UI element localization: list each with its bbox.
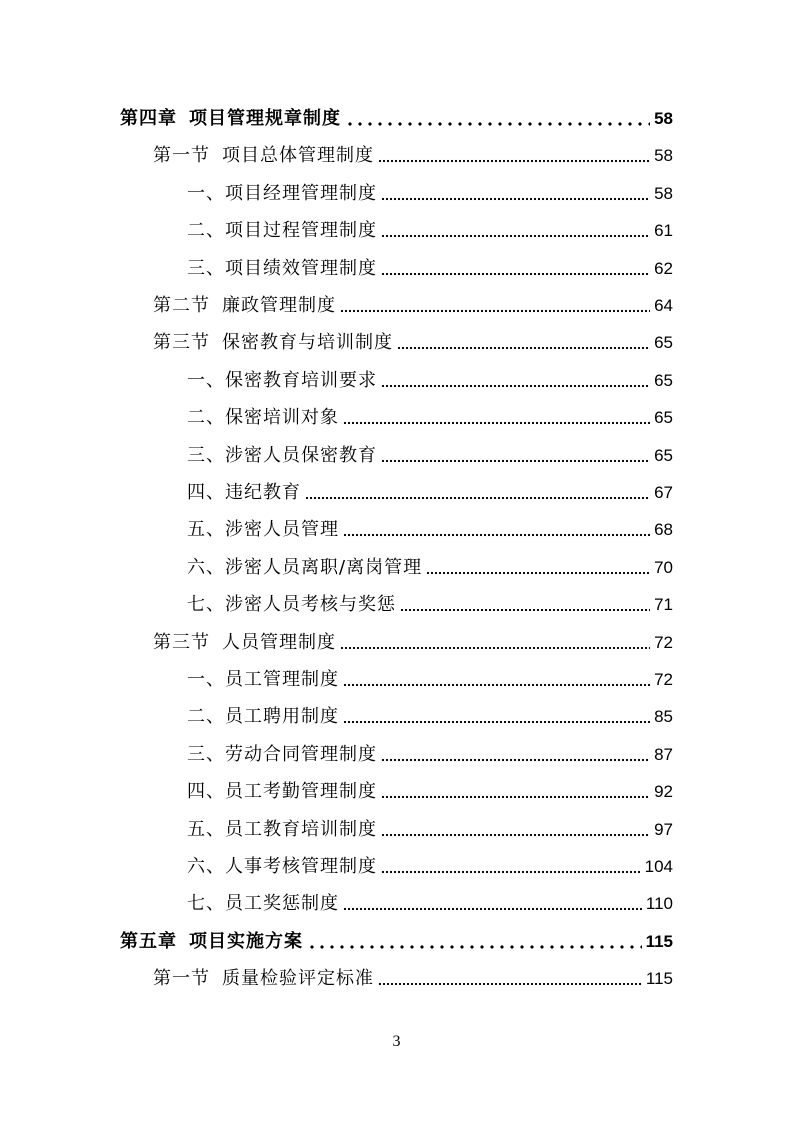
- toc-entry-title: 项目总体管理制度: [222, 145, 374, 167]
- toc-subsection-entry[interactable]: [187, 474, 673, 504]
- toc-entry-page: 104: [644, 857, 673, 876]
- toc-entry-title: 项目实施方案: [189, 930, 303, 952]
- toc-dot-leader: [381, 758, 650, 762]
- toc-entry-title: 二、项目过程管理制度: [187, 220, 377, 242]
- toc-section-entry[interactable]: [153, 287, 673, 317]
- toc-chapter-entry[interactable]: [120, 100, 673, 130]
- toc-dot-leader: [381, 197, 650, 201]
- toc-subsection-entry[interactable]: [187, 773, 673, 803]
- toc-entry-number: 第三节: [153, 631, 210, 653]
- toc-entry-page: 92: [654, 782, 673, 802]
- toc-entry-title: 二、保密培训对象: [187, 407, 339, 429]
- toc-entry-page: 65: [654, 408, 673, 428]
- toc-dot-leader: [343, 720, 650, 724]
- toc-subsection-entry[interactable]: [187, 736, 673, 766]
- toc-dot-leader: [400, 608, 650, 612]
- toc-dot-leader: [343, 533, 650, 537]
- toc-subsection-entry[interactable]: [187, 811, 673, 841]
- toc-dot-leader: [378, 982, 642, 986]
- toc-chapter-entry[interactable]: [120, 923, 673, 953]
- toc-entry-title: 保密教育与培训制度: [222, 332, 393, 354]
- toc-entry-page: 110: [645, 894, 673, 914]
- toc-entry-page: 87: [654, 744, 673, 764]
- toc-entry-page: 58: [654, 183, 673, 203]
- toc-entry-title: 四、员工考勤管理制度: [187, 781, 377, 803]
- toc-section-entry[interactable]: [153, 960, 673, 990]
- toc-subsection-entry[interactable]: [187, 175, 673, 205]
- toc-dot-leader: [381, 870, 641, 874]
- toc-entry-page: 58: [654, 109, 673, 128]
- toc-entry-page: 65: [654, 370, 673, 390]
- toc-entry-title: 五、涉密人员管理: [187, 519, 339, 541]
- toc-subsection-entry[interactable]: [187, 661, 673, 691]
- toc-dot-leader: [397, 346, 650, 350]
- toc-entry-page: 65: [654, 333, 673, 353]
- toc-entry-title: 项目管理规章制度: [189, 108, 341, 129]
- toc-entry-page: 97: [654, 819, 673, 839]
- toc-dot-leader: [343, 683, 650, 687]
- toc-entry-page: 71: [654, 595, 673, 615]
- toc-entry-title: 二、员工聘用制度: [187, 706, 339, 728]
- toc-entry-title: 三、劳动合同管理制度: [187, 743, 377, 765]
- toc-dot-leader: [381, 833, 650, 837]
- toc-subsection-entry[interactable]: [187, 362, 673, 392]
- toc-entry-title: 六、人事考核管理制度: [187, 856, 377, 877]
- toc-entry-page: 67: [654, 483, 673, 502]
- toc-entry-number: 第三节: [153, 332, 210, 354]
- toc-subsection-entry[interactable]: [187, 848, 673, 878]
- toc-entry-title: 一、保密教育培训要求: [187, 369, 377, 391]
- toc-entry-title: 五、员工教育培训制度: [187, 818, 377, 840]
- toc-subsection-entry[interactable]: [187, 549, 673, 579]
- toc-entry-page: 70: [654, 557, 673, 577]
- toc-entry-title: 三、涉密人员保密教育: [187, 444, 377, 466]
- toc-entry-page: 68: [654, 520, 673, 540]
- toc-section-entry[interactable]: [153, 324, 673, 354]
- toc-dot-leader: [345, 122, 650, 126]
- toc-subsection-entry[interactable]: [187, 437, 673, 467]
- page-number: 3: [392, 1033, 401, 1050]
- toc-dot-leader: [381, 459, 650, 463]
- toc-dot-leader: [343, 421, 650, 425]
- toc-entry-title: 质量检验评定标准: [222, 968, 374, 990]
- toc-subsection-entry[interactable]: [187, 212, 673, 242]
- toc-entry-number: 第二节: [153, 295, 210, 316]
- toc-section-entry[interactable]: [153, 624, 673, 654]
- toc-dot-leader: [307, 945, 642, 949]
- toc-subsection-entry[interactable]: [187, 399, 673, 429]
- toc-entry-page: 72: [654, 632, 673, 652]
- toc-entry-page: 65: [654, 445, 673, 465]
- toc-entry-title: 六、涉密人员离职/离岗管理: [187, 556, 423, 578]
- toc-entry-page: 58: [654, 146, 673, 166]
- toc-entry-title: 一、项目经理管理制度: [187, 182, 377, 204]
- toc-subsection-entry[interactable]: [187, 511, 673, 541]
- toc-entry-number: 第五章: [120, 930, 177, 952]
- toc-entry-page: 64: [654, 296, 673, 315]
- toc-dot-leader: [426, 571, 650, 575]
- toc-entry-page: 115: [645, 931, 673, 951]
- toc-dot-leader: [381, 234, 650, 238]
- toc-entry-title: 人员管理制度: [222, 631, 336, 653]
- toc-dot-leader: [381, 384, 650, 388]
- toc-section-entry[interactable]: [153, 137, 673, 167]
- toc-dot-leader: [340, 646, 650, 650]
- toc-entry-title: 四、违纪教育: [187, 482, 301, 503]
- toc-subsection-entry[interactable]: [187, 885, 673, 915]
- toc-entry-page: 72: [654, 670, 673, 689]
- toc-dot-leader: [305, 496, 650, 500]
- toc-entry-title: 七、员工奖惩制度: [187, 893, 339, 915]
- toc-dot-leader: [343, 907, 642, 911]
- toc-entry-page: 85: [654, 707, 673, 727]
- toc-subsection-entry[interactable]: [187, 698, 673, 728]
- toc-entry-number: 第一节: [153, 145, 210, 167]
- toc-entry-title: 七、涉密人员考核与奖惩: [187, 594, 396, 616]
- toc-entry-page: 61: [654, 221, 673, 241]
- toc-dot-leader: [381, 795, 650, 799]
- toc-subsection-entry[interactable]: [187, 250, 673, 280]
- toc-dot-leader: [340, 309, 650, 313]
- toc-dot-leader: [378, 159, 650, 163]
- toc-entry-number: 第四章: [120, 108, 177, 129]
- toc-entry-title: 三、项目绩效管理制度: [187, 257, 377, 279]
- toc-entry-page: 115: [645, 969, 673, 989]
- toc-entry-page: 62: [654, 258, 673, 278]
- toc-dot-leader: [381, 272, 650, 276]
- toc-entry-title: 一、员工管理制度: [187, 669, 339, 690]
- toc-entry-title: 廉政管理制度: [222, 295, 336, 316]
- toc-entry-number: 第一节: [153, 968, 210, 990]
- toc-subsection-entry[interactable]: [187, 586, 673, 616]
